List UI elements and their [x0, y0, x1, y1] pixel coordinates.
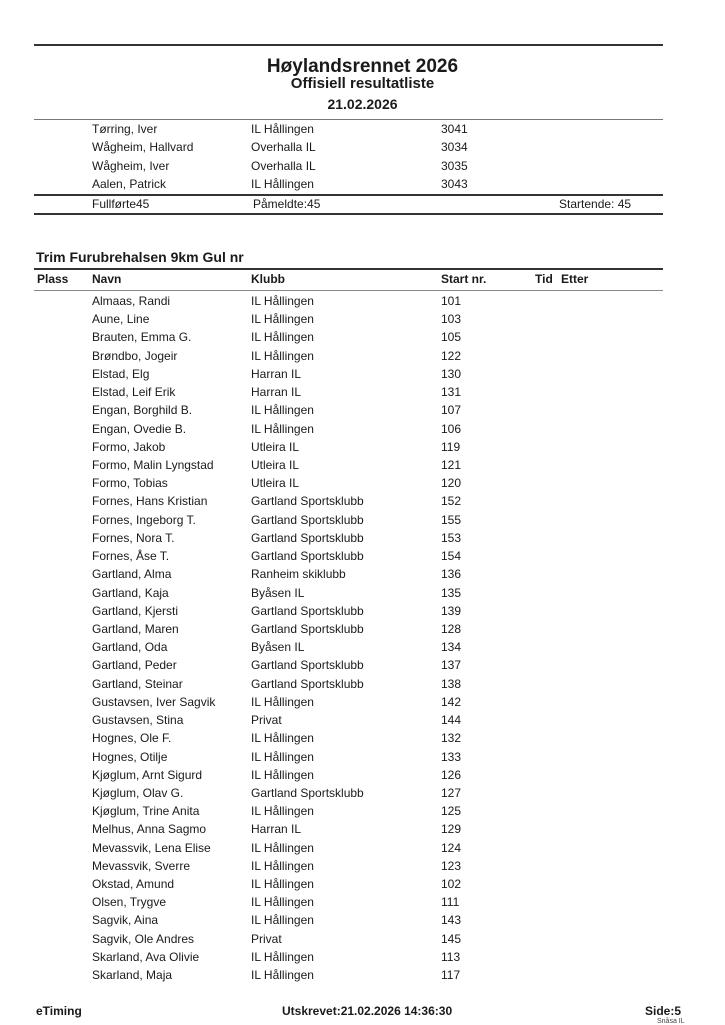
- table-row: [0, 677, 725, 695]
- runner-club: Utleira IL: [251, 476, 300, 491]
- summary-fullforte: Fullførte45: [92, 197, 150, 211]
- runner-club: Harran IL: [251, 822, 302, 837]
- start-number: 134: [441, 640, 462, 655]
- start-number: 143: [441, 913, 462, 928]
- table-row: [0, 177, 725, 195]
- table-row: [0, 349, 725, 367]
- table-row: [0, 622, 725, 640]
- start-number: 113: [441, 949, 461, 964]
- start-number: 107: [441, 403, 462, 418]
- table-row: [0, 403, 725, 421]
- footer-software: eTiming: [36, 1004, 82, 1018]
- runner-name: Hognes, Ole F.: [92, 731, 172, 746]
- table-row: [0, 458, 725, 476]
- runner-club: IL Hållingen: [251, 767, 314, 782]
- start-number: 132: [441, 731, 462, 746]
- runner-name: Kjøglum, Olav G.: [92, 785, 184, 800]
- runner-club: IL Hållingen: [251, 749, 314, 764]
- runner-name: Mevassvik, Sverre: [92, 858, 191, 873]
- start-number: 3035: [441, 158, 468, 173]
- table-row: [0, 385, 725, 403]
- runner-name: Elstad, Leif Erik: [92, 385, 176, 400]
- col-etter: Etter: [561, 272, 589, 286]
- runner-club: IL Hållingen: [251, 421, 314, 436]
- start-number: 152: [441, 494, 462, 509]
- start-number: 124: [441, 840, 462, 855]
- runner-club: IL Hållingen: [251, 949, 314, 964]
- runner-name: Okstad, Amund: [92, 877, 175, 892]
- runner-name: Skarland, Maja: [92, 968, 173, 983]
- runner-name: Sagvik, Ole Andres: [92, 931, 195, 946]
- runner-club: Utleira IL: [251, 457, 300, 472]
- runner-club: Gartland Sportsklubb: [251, 676, 364, 691]
- table-row: [0, 159, 725, 177]
- runner-name: Fornes, Nora T.: [92, 530, 175, 545]
- table-row: [0, 877, 725, 895]
- event-date: 21.02.2026: [327, 96, 398, 112]
- runner-club: Harran IL: [251, 385, 302, 400]
- runner-name: Formo, Jakob: [92, 439, 166, 454]
- runner-name: Brøndbo, Jogeir: [92, 348, 178, 363]
- runner-name: Gartland, Oda: [92, 640, 168, 655]
- table-row: [0, 859, 725, 877]
- table-row: [0, 786, 725, 804]
- runner-name: Kjøglum, Trine Anita: [92, 804, 200, 819]
- column-header-rule: [34, 290, 663, 291]
- start-number: 131: [441, 385, 462, 400]
- runner-name: Gartland, Maren: [92, 621, 179, 636]
- table-row: [0, 367, 725, 385]
- table-row: [0, 586, 725, 604]
- runner-club: IL Hållingen: [251, 840, 314, 855]
- runner-club: IL Hållingen: [251, 913, 314, 928]
- table-row: [0, 440, 725, 458]
- runner-name: Gustavsen, Iver Sagvik: [92, 694, 216, 709]
- start-number: 136: [441, 567, 462, 582]
- start-number: 126: [441, 767, 462, 782]
- start-number: 111: [441, 895, 460, 910]
- runner-club: Overhalla IL: [251, 140, 316, 155]
- start-number: 135: [441, 585, 462, 600]
- table-row: [0, 640, 725, 658]
- runner-club: Byåsen IL: [251, 585, 305, 600]
- runner-club: IL Hållingen: [251, 858, 314, 873]
- table-row: [0, 841, 725, 859]
- start-number: 154: [441, 549, 462, 564]
- runner-name: Fornes, Hans Kristian: [92, 494, 208, 509]
- start-number: 3034: [441, 140, 468, 155]
- runner-club: IL Hållingen: [251, 731, 314, 746]
- start-number: 139: [441, 603, 462, 618]
- runner-club: IL Hållingen: [251, 694, 314, 709]
- start-number: 3043: [441, 176, 468, 191]
- start-number: 144: [441, 713, 462, 728]
- table-row: [0, 330, 725, 348]
- runner-club: IL Hållingen: [251, 403, 314, 418]
- summary-startende: Startende: 45: [559, 197, 632, 211]
- start-number: 102: [441, 877, 462, 892]
- footer-page: Side:5: [645, 1004, 682, 1018]
- table-row: [0, 968, 725, 986]
- runner-club: Gartland Sportsklubb: [251, 658, 364, 673]
- start-number: 105: [441, 330, 462, 345]
- start-number: 155: [441, 512, 462, 527]
- table-row: [0, 513, 725, 531]
- start-number: 119: [441, 439, 461, 454]
- event-title: Høylandsrennet 2026: [266, 56, 459, 77]
- table-row: [0, 695, 725, 713]
- start-number: 133: [441, 749, 462, 764]
- runner-name: Fornes, Ingeborg T.: [92, 512, 196, 527]
- table-row: [0, 294, 725, 312]
- runner-name: Skarland, Ava Olivie: [92, 949, 200, 964]
- footer-organizer: Snåsa IL: [657, 1018, 685, 1025]
- runner-name: Aune, Line: [92, 312, 150, 327]
- runner-name: Engan, Ovedie B.: [92, 421, 187, 436]
- runner-club: IL Hållingen: [251, 294, 314, 308]
- runner-name: Melhus, Anna Sagmo: [92, 822, 207, 837]
- runner-name: Gustavsen, Stina: [92, 713, 184, 728]
- table-row: [0, 604, 725, 622]
- start-number: 128: [441, 621, 462, 636]
- runner-club: IL Hållingen: [251, 122, 314, 136]
- start-number: 138: [441, 676, 462, 691]
- runner-name: Gartland, Alma: [92, 567, 172, 582]
- runner-club: Privat: [251, 713, 282, 728]
- table-row: [0, 494, 725, 512]
- table-row: [0, 913, 725, 931]
- summary-top-rule: [34, 194, 663, 196]
- runner-name: Formo, Malin Lyngstad: [92, 457, 214, 472]
- start-number: 137: [441, 658, 462, 673]
- table-row: [0, 567, 725, 585]
- runner-name: Mevassvik, Lena Elise: [92, 840, 211, 855]
- runner-club: Ranheim skiklubb: [251, 567, 346, 582]
- table-row: [0, 549, 725, 567]
- summary-pameldte: Påmeldte:45: [253, 197, 321, 211]
- runner-club: IL Hållingen: [251, 330, 314, 345]
- start-number: 106: [441, 421, 462, 436]
- col-navn: Navn: [92, 272, 122, 286]
- runner-name: Gartland, Peder: [92, 658, 177, 673]
- runner-name: Olsen, Trygve: [92, 895, 167, 910]
- table-row: [0, 731, 725, 749]
- start-number: 103: [441, 312, 462, 327]
- table-row: [0, 658, 725, 676]
- start-number: 123: [441, 858, 462, 873]
- summary-bottom-rule: [34, 213, 663, 215]
- table-row: [0, 822, 725, 840]
- start-number: 127: [441, 785, 462, 800]
- table-row: [0, 713, 725, 731]
- runner-name: Wågheim, Iver: [92, 158, 170, 173]
- runner-name: Sagvik, Aina: [92, 913, 159, 928]
- runner-club: Gartland Sportsklubb: [251, 785, 364, 800]
- start-number: 125: [441, 804, 462, 819]
- table-row: [0, 932, 725, 950]
- section-rule: [34, 268, 663, 270]
- start-number: 153: [441, 530, 462, 545]
- col-tid: Tid: [535, 272, 553, 286]
- list-subtitle: Offisiell resultatliste: [290, 75, 435, 92]
- top-rule: [34, 44, 663, 46]
- runner-name: Gartland, Kaja: [92, 585, 169, 600]
- table-row: [0, 140, 725, 158]
- footer-printed: Utskrevet:21.02.2026 14:36:30: [282, 1004, 453, 1018]
- runner-club: Gartland Sportsklubb: [251, 494, 364, 509]
- runner-name: Almaas, Randi: [92, 294, 171, 308]
- runner-club: IL Hållingen: [251, 348, 314, 363]
- runner-club: IL Hållingen: [251, 968, 314, 983]
- table-row: [0, 312, 725, 330]
- runner-club: IL Hållingen: [251, 804, 314, 819]
- runner-club: Privat: [251, 931, 282, 946]
- start-number: 122: [441, 348, 462, 363]
- table-row: [0, 531, 725, 549]
- runner-name: Fornes, Åse T.: [92, 549, 170, 564]
- runner-name: Wågheim, Hallvard: [92, 140, 194, 155]
- runner-club: IL Hållingen: [251, 895, 314, 910]
- runner-club: Harran IL: [251, 366, 302, 381]
- table-row: [0, 476, 725, 494]
- table-row: [0, 950, 725, 968]
- runner-club: Gartland Sportsklubb: [251, 621, 364, 636]
- runner-club: Gartland Sportsklubb: [251, 512, 364, 527]
- runner-name: Aalen, Patrick: [92, 176, 167, 191]
- runner-club: Gartland Sportsklubb: [251, 530, 364, 545]
- start-number: 121: [441, 457, 462, 472]
- header-rule: [34, 119, 663, 120]
- start-number: 130: [441, 366, 462, 381]
- start-number: 142: [441, 694, 462, 709]
- runner-name: Engan, Borghild B.: [92, 403, 193, 418]
- runner-club: Gartland Sportsklubb: [251, 549, 364, 564]
- start-number: 129: [441, 822, 462, 837]
- start-number: 145: [441, 931, 462, 946]
- col-plass: Plass: [37, 272, 69, 286]
- runner-club: IL Hållingen: [251, 877, 314, 892]
- start-number: 120: [441, 476, 462, 491]
- runner-club: Gartland Sportsklubb: [251, 603, 364, 618]
- start-number: 3041: [441, 122, 468, 136]
- table-row: [0, 422, 725, 440]
- runner-name: Gartland, Steinar: [92, 676, 183, 691]
- runner-name: Kjøglum, Arnt Sigurd: [92, 767, 203, 782]
- runner-name: Gartland, Kjersti: [92, 603, 179, 618]
- runner-club: IL Hållingen: [251, 176, 314, 191]
- table-row: [0, 122, 725, 140]
- runner-name: Elstad, Elg: [92, 366, 150, 381]
- table-row: [0, 768, 725, 786]
- start-number: 101: [441, 294, 462, 308]
- runner-name: Brauten, Emma G.: [92, 330, 192, 345]
- col-start: Start nr.: [441, 272, 487, 286]
- runner-name: Formo, Tobias: [92, 476, 168, 491]
- runner-name: Tørring, Iver: [92, 122, 158, 136]
- runner-club: Byåsen IL: [251, 640, 305, 655]
- table-row: [0, 895, 725, 913]
- runner-club: IL Hållingen: [251, 312, 314, 327]
- section-title: Trim Furubrehalsen 9km Gul nr: [36, 249, 244, 265]
- table-row: [0, 750, 725, 768]
- start-number: 117: [441, 968, 461, 983]
- table-row: [0, 804, 725, 822]
- runner-club: Utleira IL: [251, 439, 300, 454]
- runner-name: Hognes, Otilje: [92, 749, 168, 764]
- runner-club: Overhalla IL: [251, 158, 316, 173]
- col-klubb: Klubb: [251, 272, 285, 286]
